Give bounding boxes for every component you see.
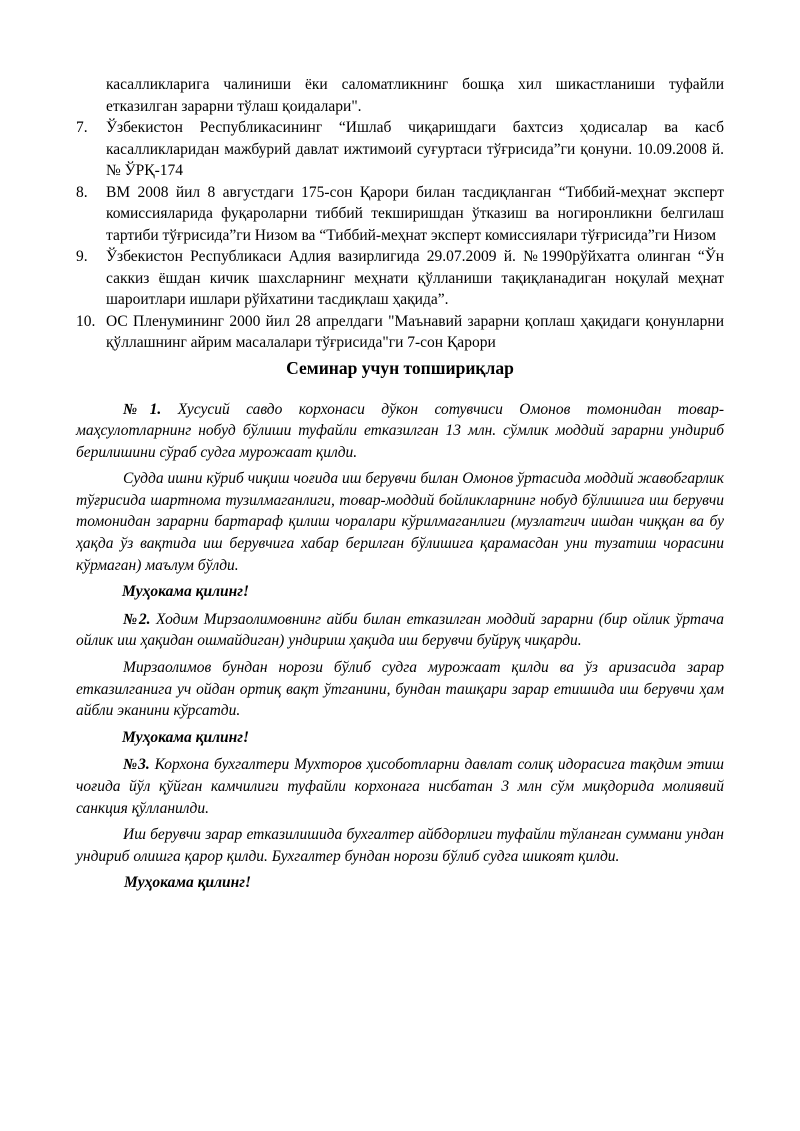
task-3-paragraph-1 <box>76 754 724 819</box>
task-1-label: №1. <box>123 400 162 418</box>
list-item-text: касалликларига чалиниши ёки саломатликнинг бошқа хил шикастланиши туфайли етказилган зарарни тўлаш қоидалари". <box>106 76 724 115</box>
list-item <box>76 246 724 311</box>
task-3-text: Корхона бухгалтери Мухторов ҳисоботларни давлат солиқ идорасига тақдим этиш чоғида йўл қўйган камчилиги туфайли корхонага нисбатан 3 млн сўм миқдорида молиявий санкция қўлланилди. <box>76 756 724 817</box>
task-3-paragraph-2: Иш берувчи зарар етказилишида бухгалтер айбдорлиги туфайли тўланган суммани ундан ундириб олишга қарор қилди. Бухгалтер бундан норози бўлиб судга шикоят қилди. <box>76 826 724 865</box>
section-heading: Семинар учун топшириқлар <box>286 357 514 378</box>
list-item <box>76 311 724 354</box>
list-item-number: 8. <box>76 183 88 201</box>
task-2-discuss: Муҳокама қилинг! <box>122 728 250 746</box>
list-item-number: 9. <box>76 248 88 265</box>
task-1-paragraph-2: Судда ишни кўриб чиқиш чоғида иш берувчи билан Омонов ўртасида моддий жавобгарлик тўғрисида шартнома тузилмаганлиги, товар-моддий бойликларнинг нобуд бўлишига иш берувчи томонидан зарарни бартараф қилиш чоралари кўрилмаганлиги (музлатгич ишдан чиққан ва бу ҳақда ўз вақтида иш берувчига хабар берилган бўлишига қарамасдан уни тузатиш чорасини кўрмаган) маълум бўлди. <box>76 470 724 574</box>
reference-list <box>76 74 724 354</box>
list-item <box>76 182 724 247</box>
list-item-number: 10. <box>76 312 96 330</box>
task-1-paragraph-1 <box>76 399 724 464</box>
list-item-text: ОС Пленумининг 2000 йил 28 апрелдаги "Маънавий зарарни қоплаш ҳақидаги қонунларни қўллашнинг айрим масалалари тўғрисида"ги 7-сон Қарори <box>106 312 724 351</box>
task-1-text: Хусусий савдо корхонаси дўкон сотувчиси Омонов томонидан товар-маҳсулотларнинг нобуд бўлиши туфайли етказилган 13 млн. сўмлик моддий зарарни ундириб берилишини сўраб судга мурожаат қилди. <box>76 400 724 461</box>
list-item-text: Ўзбекистон Республикасининг “Ишлаб чиқаришдаги бахтсиз ҳодисалар ва касб касалликларидан мажбурий давлат ижтимоий суғуртаси тўғрисида”ги қонуни. 10.09.2008 й. № ЎРҚ-174 <box>106 119 724 179</box>
task-2-label: №2. <box>123 610 151 628</box>
list-item <box>76 74 724 117</box>
task-3-discuss: Муҳокама қилинг! <box>124 874 252 892</box>
list-item-number: 7. <box>76 119 88 136</box>
document-content <box>76 74 724 900</box>
seminar-tasks <box>76 399 724 894</box>
task-1-discuss: Муҳокама қилинг! <box>122 583 250 601</box>
list-item <box>76 117 724 182</box>
task-2-paragraph-1 <box>76 609 724 652</box>
task-2-paragraph-2: Мирзаолимов бундан норози бўлиб судга мурожаат қилди ва ўз аризасида зарар етказилганига уч ойдан ортиқ вақт ўтганини, бундан ташқари зарар етишида иш берувчи ҳам айбли эканини кўрсатди. <box>76 659 724 720</box>
list-item-text: ВМ 2008 йил 8 августдаги 175-сон Қарори билан тасдиқланган “Тиббий-меҳнат эксперт комиссияларида фуқароларни тиббий текширишдан ўтказиш ва ногиронликни белгилаш тартиби тўғрисида”ги Низом ва “Тиббий-меҳнат эксперт комиссиялари тўғрисида”ги Низом <box>106 183 724 244</box>
task-3-label: №3. <box>123 756 150 774</box>
list-item-text: Ўзбекистон Республикаси Адлия вазирлигида 29.07.2009 й. №1990рўйхатга олинган “Ўн саккиз ёшдан кичик шахсларнинг меҳнати қўлланиши тақиқланадиган ноқулай меҳнат шароитлари ишлари рўйхатини тасдиқлаш ҳақида”. <box>106 248 724 308</box>
task-2-text: Ходим Мирзаолимовнинг айби билан етказилган моддий зарарни (бир ойлик ўртача ойлик иш ҳақидан ошмайдиган) ундириш ҳақида иш берувчи буйруқ чиқарди. <box>76 610 724 650</box>
